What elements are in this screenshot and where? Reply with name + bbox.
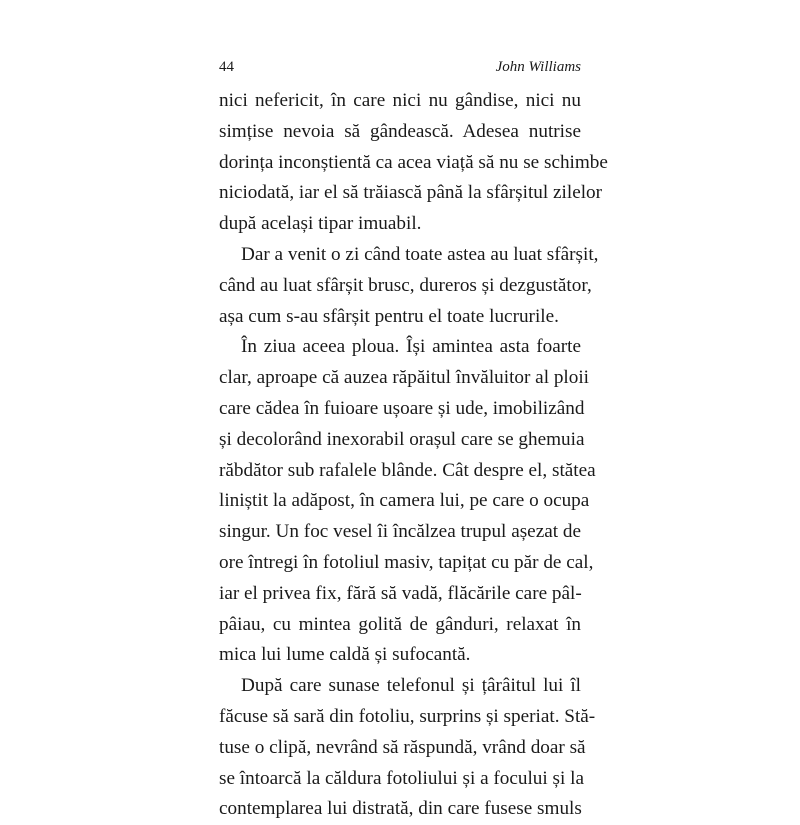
text-line: După care sunase telefonul și țârâitul lui îl <box>241 675 581 697</box>
text-line: și decolorând inexorabil orașul care se ghemuia <box>219 428 585 450</box>
text-line: mica lui lume caldă și sufocantă. <box>219 644 471 666</box>
text-line: singur. Un foc vesel îi încălzea trupul așezat de <box>219 521 581 543</box>
text-line: făcuse să sară din fotoliu, surprins și speriat. Stă- <box>219 705 596 727</box>
running-head <box>219 56 581 78</box>
paragraph <box>219 671 596 825</box>
text-line: iar el privea fix, fără să vadă, flăcările care pâl- <box>219 582 582 604</box>
text-line: tuse o clipă, nevrând să răspundă, vrând doar să <box>219 736 586 758</box>
paragraph <box>219 240 599 332</box>
text-line: răbdător sub rafalele blânde. Cât despre el, stătea <box>219 459 596 481</box>
text-line: În ziua aceea ploua. Își amintea asta foarte <box>241 336 581 358</box>
text-line: când au luat sfârșit brusc, dureros și dezgustător, <box>219 274 592 296</box>
text-line: contemplarea lui distrată, din care fusese smuls <box>219 798 582 820</box>
text-line: clar, aproape că auzea răpăitul învăluitor al ploii <box>219 367 590 389</box>
body-text <box>219 86 608 825</box>
text-line: nici nefericit, în care nici nu gândise, nici nu <box>219 90 581 111</box>
text-line: ore întregi în fotoliul masiv, tapițat cu păr de cal, <box>219 551 594 573</box>
text-line: se întoarcă la căldura fotoliului și a focului și la <box>219 767 584 789</box>
text-line: niciodată, iar el să trăiască până la sfârșitul zilelor <box>219 182 603 204</box>
text-line: liniștit la adăpost, în camera lui, pe care o ocupa <box>219 490 590 512</box>
paragraph <box>219 332 596 671</box>
text-line: simțise nevoia să gândească. Adesea nutrise <box>219 120 581 142</box>
text-line: dorința inconștientă ca acea viață să nu se schimbe <box>219 151 608 173</box>
text-line: așa cum s-au sfârșit pentru el toate lucrurile. <box>219 305 559 327</box>
page-number: 44 <box>219 59 234 75</box>
running-title: John Williams <box>495 59 581 75</box>
text-line: Dar a venit o zi când toate astea au luat sfârșit, <box>241 243 599 265</box>
text-line: care cădea în fuioare ușoare și ude, imobilizând <box>219 397 585 419</box>
paragraph <box>219 86 608 240</box>
text-line: după același tipar imuabil. <box>219 213 422 235</box>
text-line: pâiau, cu mintea golită de gânduri, relaxat în <box>219 613 581 635</box>
